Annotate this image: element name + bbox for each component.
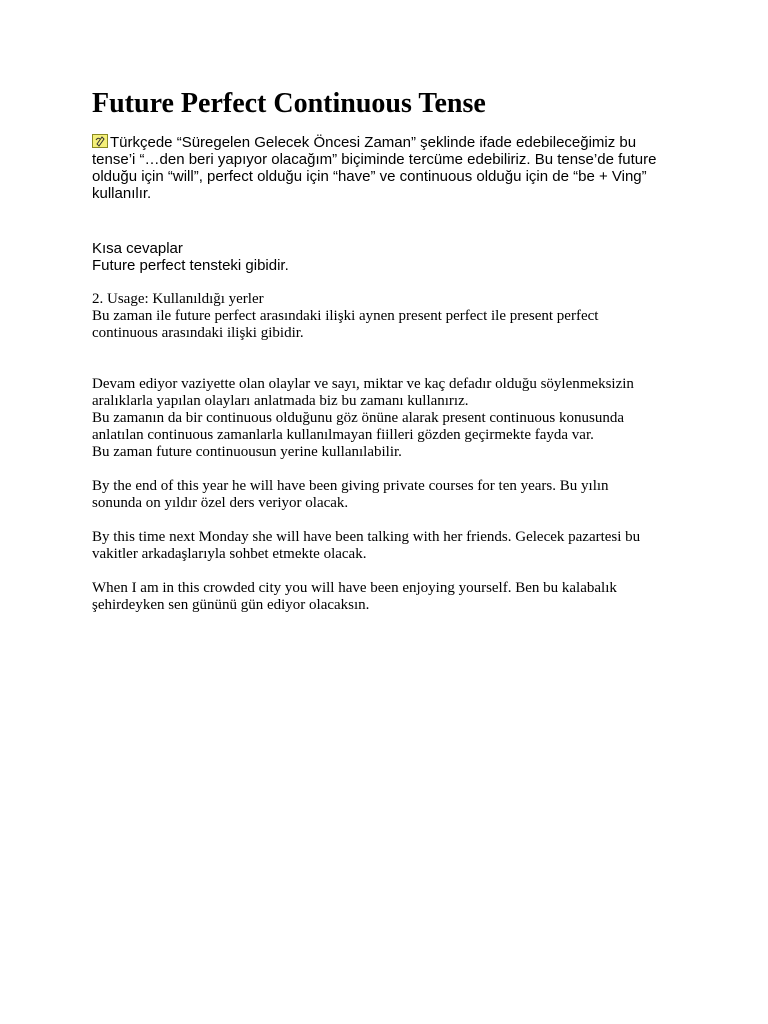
example-line: şehirdeyken sen gününü gün ediyor olacaksın. [92, 597, 370, 613]
example-paragraph [92, 478, 682, 512]
usage-section [92, 291, 682, 342]
example-paragraph [92, 580, 682, 614]
short-answers-text: Future perfect tensteki gibidir. [92, 257, 289, 274]
intro-paragraph [92, 134, 682, 202]
explanation-line: Bu zamanın da bir continuous olduğunu göz önüne alarak present continuous konusunda [92, 410, 624, 426]
document-page [92, 86, 682, 631]
document-title: Future Perfect Continuous Tense [92, 88, 486, 119]
explanation-line: Bu zaman future continuousun yerine kullanılabilir. [92, 444, 402, 460]
usage-line: Bu zaman ile future perfect arasındaki ilişki aynen present perfect ile present perfect [92, 308, 599, 324]
intro-line: Türkçede “Süregelen Gelecek Öncesi Zaman” şeklinde ifade edebileceğimiz bu [110, 134, 637, 151]
usage-line: continuous arasındaki ilişki gibidir. [92, 325, 304, 341]
explanation-paragraph [92, 376, 682, 461]
note-icon [92, 134, 108, 148]
example-paragraph [92, 529, 682, 563]
usage-heading: 2. Usage: Kullanıldığı yerler [92, 291, 264, 307]
short-answers-section [92, 240, 682, 274]
example-line: sonunda on yıldır özel ders veriyor olacak. [92, 495, 349, 511]
example-line: When I am in this crowded city you will have been enjoying yourself. Ben bu kalabalık [92, 580, 617, 596]
intro-line: tense’i “…den beri yapıyor olacağım” biçiminde tercüme edebiliriz. Bu tense’de future [92, 151, 657, 168]
explanation-line: Devam ediyor vaziyette olan olaylar ve sayı, miktar ve kaç defadır olduğu söylenmeksizin [92, 376, 634, 392]
short-answers-heading: Kısa cevaplar [92, 240, 183, 257]
example-line: By this time next Monday she will have been talking with her friends. Gelecek pazartesi bu [92, 529, 641, 545]
explanation-line: anlatılan continuous zamanlarla kullanılmayan fiilleri gözden geçirmekte fayda var. [92, 427, 594, 443]
intro-line: kullanılır. [92, 185, 152, 202]
example-line: By the end of this year he will have been giving private courses for ten years. Bu yılın [92, 478, 609, 494]
example-line: vakitler arkadaşlarıyla sohbet etmekte olacak. [92, 546, 367, 562]
intro-line: olduğu için “will”, perfect olduğu için “have” ve continuous olduğu için de “be + Ving” [92, 168, 647, 185]
explanation-line: aralıklarla yapılan olayları anlatmada biz bu zamanı kullanırız. [92, 393, 469, 409]
